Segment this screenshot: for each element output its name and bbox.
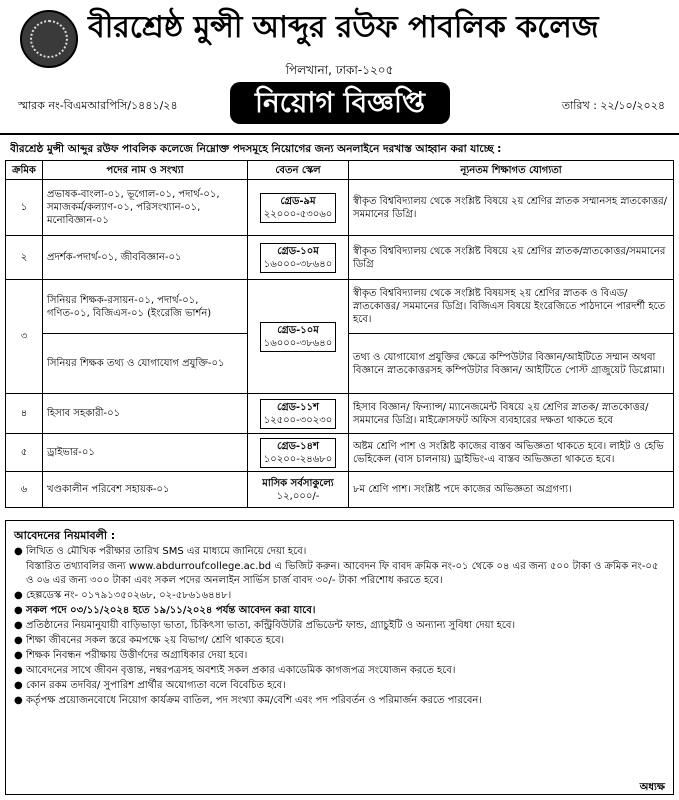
row-grade: গ্রেড-১০ম bbox=[277, 324, 319, 336]
rule-text: শিক্ষা জীবনের সকল স্তরে কমপক্ষে ২য় বিভাগ/ শ্রেণি থাকতে হবে। bbox=[26, 635, 285, 646]
jobs-table bbox=[5, 160, 674, 508]
row-post: প্রভাষক-বাংলা-০১, ভূগোল-০১, পদার্থ-০১, সমাজকর্ম/কল্যাণ-০১, পরিসংখ্যান-০১, মনোবিজ্ঞান-০১ bbox=[43, 180, 248, 236]
row-scale-range: ১২৫০০-৩০২৩০ bbox=[263, 414, 333, 426]
row-qualification: স্বীকৃত বিশ্ববিদ্যালয় থেকে সংশ্লিষ্ট বিষয়ে ২য় শ্রেণির স্নাতক/স্নাতকোত্তর/সমমানের ডিগ্রি bbox=[349, 236, 674, 280]
rule-text: সকল পদে ০৩/১১/২০২৪ হতে ১৯/১১/২০২৪ পর্যন্ত আবেদন করা যাবে। bbox=[26, 605, 316, 616]
bullet-icon: ● bbox=[14, 665, 23, 676]
rule-text: কোন রকম তদবির/ সুপারিশ প্রার্থীর অযোগ্যতা বলে বিবেচিত হবে। bbox=[26, 680, 286, 691]
notice-banner: নিয়োগ বিজ্ঞপ্তি bbox=[230, 82, 450, 124]
signature-principal: অধ্যক্ষ bbox=[639, 782, 665, 793]
row-qualification: স্বীকৃত বিশ্ববিদ্যালয় থেকে সংশ্লিষ্ট বিষয়সহ ২য় শ্রেণির স্নাতক ও বিএড/ স্নাতকোত্তর/ সমমানের ডিগ্রি। বিজিএস বিষয়ে ইংরেজিতে পাঠদানে পারদর্শী হতে হবে। bbox=[349, 280, 674, 334]
rule-text: বিস্তারিত তথ্যাবলির জন্য www.abdurroufcollege.ac.bd এ ভিজিট করুন। আবেদন ফি বাবদ ক্রমিক নং-০১ থেকে ০৪ এর জন্য ৫০০ টাকা ও ক্রমিক নং-০৫ ও ০৬ এর জন্য ৩০০ টাকা এবং সকল পদের অনলাইন সার্ভিস চার্জ বাবদ ৩০/- টাকা পরিশোধ করতে হবে। bbox=[26, 561, 659, 586]
rule-text: কর্তৃপক্ষ প্রয়োজনবোধে নিয়োগ কার্যক্রম বাতিল, পদ সংখ্যা কম/বেশি এবং পদ পরিবর্তন ও পরিমার্জন করতে পারবেন। bbox=[26, 695, 482, 706]
row-post: সিনিয়র শিক্ষক-রসায়ন-০১, পদার্থ-০১, গণিত-০১, বিজিএস-০১ (ইংরেজি ভার্শন) bbox=[43, 280, 248, 334]
list-item bbox=[14, 649, 664, 663]
row-serial: ৬ bbox=[6, 472, 43, 508]
rule-text: আবেদনের সাথে জীবন বৃত্তান্ত, নম্বরপত্রসহ অবশ্যই সকল প্রকার একাডেমিক কাগজপত্র সংযোজন করতে হবে। bbox=[26, 665, 456, 676]
row-scale-range: ১৬০০০-৩৮৬৪০ bbox=[263, 258, 333, 270]
rule-text: প্রতিষ্ঠানের নিয়মানুযায়ী বাড়িভাড়া ভাতা, চিকিৎসা ভাতা, কন্ট্রিবিউটরি প্রভিডেন্ট ফান্ড, গ্র্যাচুইটি ও অন্যান্য সুবিধা দেয়া হবে। bbox=[26, 620, 516, 631]
bullet-icon: ● bbox=[14, 635, 23, 646]
intro-text: বীরশ্রেষ্ঠ মুন্সী আব্দুর রউফ পাবলিক কলেজে নিম্নোক্ত পদসমূহে নিয়োগের জন্য অনলাইনে দরখাস্ত আহ্বান করা যাচ্ছে : bbox=[10, 143, 502, 155]
list-item bbox=[14, 694, 664, 708]
row-pay-scale bbox=[248, 394, 349, 434]
row-scale-range: ১৬০০০-৩৮৬৪০ bbox=[263, 337, 333, 349]
notice-date: তারিখ : ২২/১০/২০২৪ bbox=[561, 99, 665, 112]
row-pay-scale bbox=[248, 280, 349, 394]
row-grade: গ্রেড-১১শ bbox=[277, 401, 319, 413]
rules-list bbox=[14, 545, 664, 709]
table-row bbox=[6, 280, 674, 334]
row-serial: ৪ bbox=[6, 394, 43, 434]
list-item bbox=[14, 545, 664, 559]
table-row bbox=[6, 180, 674, 236]
bullet-icon: ● bbox=[14, 650, 23, 661]
row-scale-range: ১০২০০-২৪৬৮০ bbox=[263, 453, 333, 465]
header-qualification: ন্যূনতম শিক্ষাগত যোগ্যতা bbox=[349, 161, 674, 180]
bullet-icon: ● bbox=[14, 620, 23, 631]
table-row bbox=[6, 472, 674, 508]
header-divider bbox=[0, 133, 679, 135]
row-post: সিনিয়র শিক্ষক তথ্য ও যোগাযোগ প্রযুক্তি-০১ bbox=[43, 334, 248, 394]
table-row bbox=[6, 394, 674, 434]
college-logo bbox=[20, 10, 78, 68]
row-serial: ১ bbox=[6, 180, 43, 236]
row-post: হিসাব সহকারী-০১ bbox=[43, 394, 248, 434]
row-qualification: তথ্য ও যোগাযোগ প্রযুক্তির ক্ষেত্রে কম্পিউটার বিজ্ঞান/আইটিতে সম্মান অথবা বিজ্ঞানে স্নাতকোত্তরসহ কম্পিউটার বিজ্ঞান/ আইটিতে পোস্ট গ্রাজুয়েট ডিপ্লোমা। bbox=[349, 334, 674, 394]
rule-text: শিক্ষক নিবন্ধন পরীক্ষায় উত্তীর্ণদের অগ্রাধিকার দেয়া হবে। bbox=[26, 650, 248, 661]
row-pay-scale bbox=[248, 180, 349, 236]
row-qualification: অষ্টম শ্রেণি পাশ ও সংশ্লিষ্ট কাজের বাস্তব অভিজ্ঞতা থাকতে হবে। লাইট ও হেভি ভেহিকেল (বাস চালনায়) ড্রাইভিং-এ বাস্তব অভিজ্ঞতা থাকতে হবে। bbox=[349, 434, 674, 472]
bullet-icon: ● bbox=[14, 546, 23, 557]
bullet-icon: ● bbox=[14, 695, 23, 706]
bullet-icon: ● bbox=[14, 605, 23, 616]
row-qualification: হিসাব বিজ্ঞান/ ফিন্যান্স/ ম্যানেজমেন্ট বিষয়ে ২য় শ্রেণির স্নাতক/ স্নাতকোত্তর/ সমমানের ডিগ্রি। মাইক্রোসফট অফিস ব্যবহারের দক্ষতা থাকতে হবে bbox=[349, 394, 674, 434]
row-serial: ৫ bbox=[6, 434, 43, 472]
table-row bbox=[6, 236, 674, 280]
rule-text: লিখিত ও মৌখিক পরীক্ষার তারিখ SMS এর মাধ্যমে জানিয়ে দেয়া হবে। bbox=[26, 546, 307, 557]
row-grade: গ্রেড-৯ম bbox=[280, 195, 316, 207]
row-serial: ৩ bbox=[6, 280, 43, 394]
rule-text: হেল্পডেস্ক নং- ০১৭৯১৩৫০২৬৮, ০২-৫৮৬১৬৪৪৮। bbox=[26, 590, 232, 601]
row-pay-scale bbox=[248, 472, 349, 508]
row-qualification: ৮ম শ্রেণি পাশ। সংশ্লিষ্ট পদে কাজের অভিজ্ঞতা অগ্রগণ্য। bbox=[349, 472, 674, 508]
row-scale-range: ২২০০০-৫৩০৬০ bbox=[263, 208, 333, 220]
row-pay-scale bbox=[248, 434, 349, 472]
row-grade: গ্রেড-১৪শ bbox=[277, 440, 319, 452]
header-serial: ক্রমিক bbox=[6, 161, 43, 180]
list-item bbox=[14, 560, 664, 588]
list-item bbox=[14, 589, 664, 603]
list-item bbox=[14, 604, 664, 618]
logo-emblem bbox=[30, 20, 68, 58]
table-header-row bbox=[6, 161, 674, 180]
row-post: খণ্ডকালীন পরিবেশ সহায়ক-০১ bbox=[43, 472, 248, 508]
row-post: ড্রাইভার-০১ bbox=[43, 434, 248, 472]
row-grade: গ্রেড-১০ম bbox=[277, 245, 319, 257]
header-pay-scale: বেতন স্কেল bbox=[248, 161, 349, 180]
row-post: প্রদর্শক-পদার্থ-০১, জীববিজ্ঞান-০১ bbox=[43, 236, 248, 280]
row-serial: ২ bbox=[6, 236, 43, 280]
row-grade: মাসিক সর্বসাকুল্যে bbox=[262, 477, 334, 489]
list-item bbox=[14, 679, 664, 693]
memo-number: স্মারক নং-বিএমআরপিসি/১৪৪১/২৪ bbox=[18, 99, 178, 112]
list-item bbox=[14, 634, 664, 648]
rules-title: আবেদনের নিয়মাবলী : bbox=[14, 529, 116, 542]
table-row bbox=[6, 434, 674, 472]
row-scale-range: ১২,০০০/- bbox=[276, 490, 320, 502]
bullet-icon: ● bbox=[14, 680, 23, 691]
college-name: বীরশ্রেষ্ঠ মুন্সী আব্দুর রউফ পাবলিক কলেজ bbox=[88, 10, 599, 45]
rules-section bbox=[5, 520, 674, 795]
college-address: পিলখানা, ঢাকা-১২০৫ bbox=[285, 63, 394, 77]
header-post: পদের নাম ও সংখ্যা bbox=[43, 161, 248, 180]
row-qualification: স্বীকৃত বিশ্ববিদ্যালয় থেকে সংশ্লিষ্ট বিষয়ে ২য় শ্রেণির স্নাতক সম্মানসহ স্নাতকোত্তর/ সমমানের ডিগ্রি। bbox=[349, 180, 674, 236]
list-item bbox=[14, 619, 664, 633]
row-pay-scale bbox=[248, 236, 349, 280]
bullet-icon: ● bbox=[14, 590, 23, 601]
list-item bbox=[14, 664, 664, 678]
